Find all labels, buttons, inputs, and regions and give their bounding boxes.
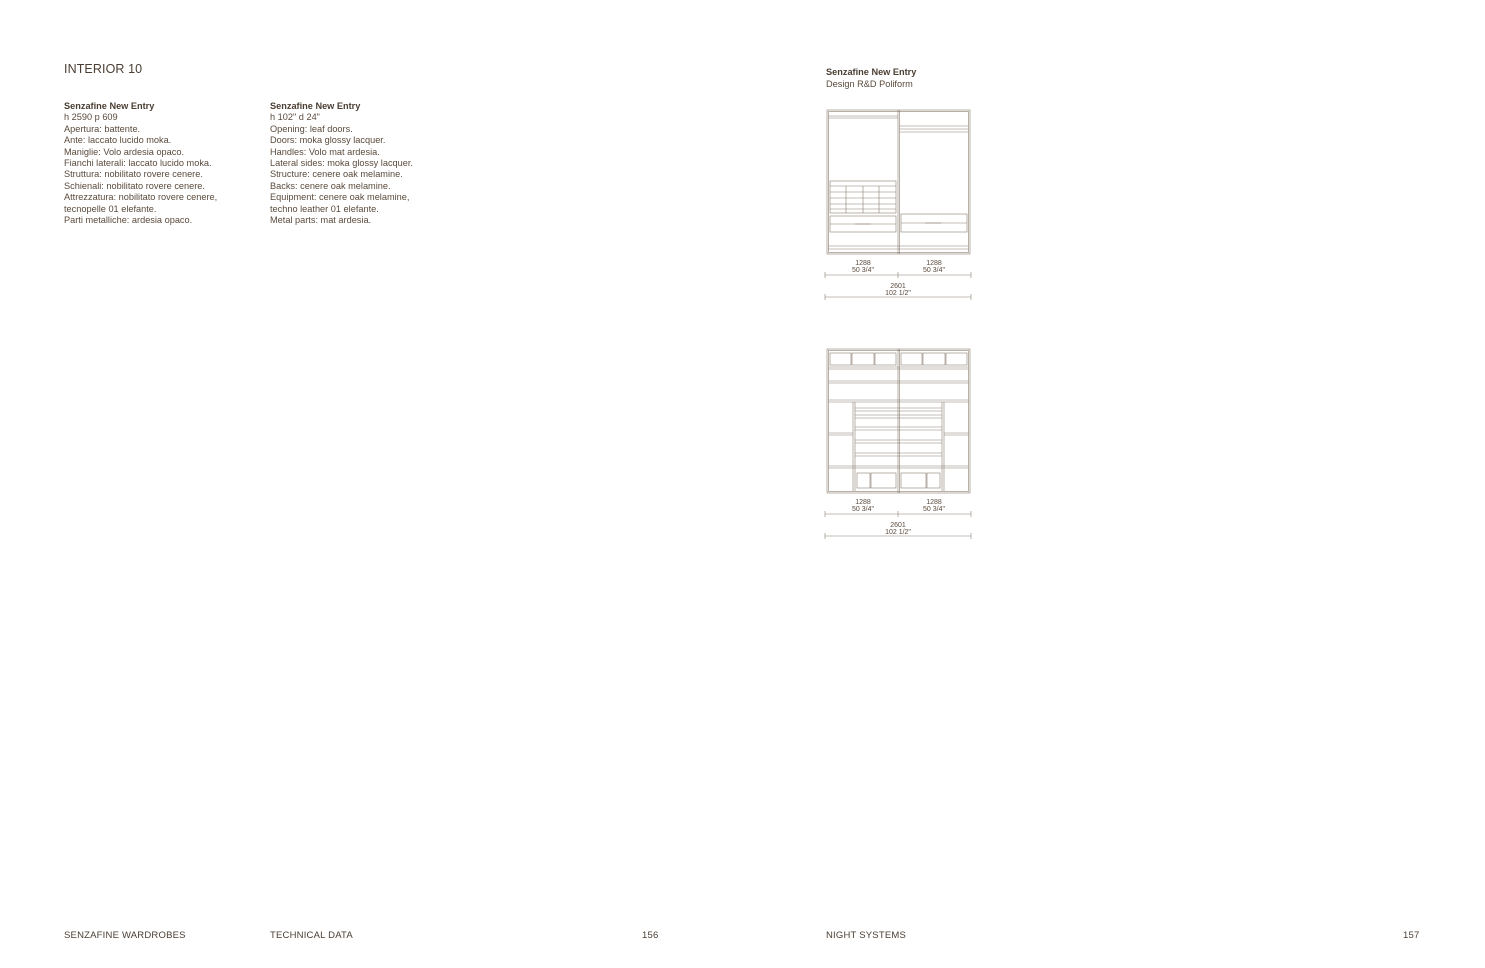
spec-italian-line: Fianchi laterali: laccato lucido moka. <box>64 158 212 169</box>
page-number-left: 156 <box>642 930 659 941</box>
spec-italian-line: Parti metalliche: ardesia opaco. <box>64 215 193 226</box>
footer-section-left: SENZAFINE WARDROBES <box>64 930 186 941</box>
spec-english-line: Opening: leaf doors. <box>270 123 353 134</box>
spec-english <box>270 101 413 226</box>
spec-english-line: techno leather 01 elefante. <box>270 203 379 214</box>
spec-italian-line: h 2590 p 609 <box>64 112 118 123</box>
spec-italian <box>64 101 217 226</box>
footer-section-right: NIGHT SYSTEMS <box>826 930 907 941</box>
dim-right-in: 50 3/4" <box>923 267 945 274</box>
footer-subsection-left: TECHNICAL DATA <box>270 930 353 941</box>
wardrobe-front-drawing <box>820 106 980 302</box>
dim-right-mm: 1288 <box>926 260 942 267</box>
designer-credit: Design R&D Poliform <box>826 78 913 89</box>
dim-right-mm: 1288 <box>926 499 942 506</box>
product-name: Senzafine New Entry <box>826 67 917 77</box>
spec-italian-line: Schienali: nobilitato rovere cenere. <box>64 180 205 191</box>
spec-italian-line: Maniglie: Volo ardesia opaco. <box>64 146 185 157</box>
spec-italian-line: Struttura: nobilitato rovere cenere. <box>64 169 203 180</box>
spec-english-line: Handles: Volo mat ardesia. <box>270 146 380 157</box>
wardrobe-interior-drawing <box>820 345 980 541</box>
spec-italian-line: Ante: laccato lucido moka. <box>64 135 172 146</box>
page-number-right: 157 <box>1403 930 1420 941</box>
spec-english-line: Doors: moka glossy lacquer. <box>270 135 386 146</box>
spec-italian-name: Senzafine New Entry <box>64 101 155 111</box>
spec-english-line: Structure: cenere oak melamine. <box>270 169 403 180</box>
spec-english-line: Backs: cenere oak melamine. <box>270 180 391 191</box>
dim-right-in: 50 3/4" <box>923 506 945 513</box>
dim-total-in: 102 1/2" <box>885 290 911 297</box>
spec-italian-line: tecnopelle 01 elefante. <box>64 203 157 214</box>
spec-english-name: Senzafine New Entry <box>270 101 361 111</box>
spec-italian-line: Apertura: battente. <box>64 123 141 134</box>
dim-total-mm: 2601 <box>890 283 906 290</box>
dim-left-mm: 1288 <box>855 260 871 267</box>
page-title: INTERIOR 10 <box>64 62 143 76</box>
spec-english-line: Lateral sides: moka glossy lacquer. <box>270 158 413 169</box>
spec-english-line: Metal parts: mat ardesia. <box>270 215 372 226</box>
product-header <box>826 67 916 90</box>
dim-left-in: 50 3/4" <box>852 506 874 513</box>
spec-italian-line: Attrezzatura: nobilitato rovere cenere, <box>64 192 218 203</box>
dim-total-in: 102 1/2" <box>885 529 911 536</box>
dim-left-in: 50 3/4" <box>852 267 874 274</box>
dim-total-mm: 2601 <box>890 522 906 529</box>
spec-english-line: Equipment: cenere oak melamine, <box>270 192 410 203</box>
dim-left-mm: 1288 <box>855 499 871 506</box>
spec-english-line: h 102" d 24" <box>270 112 320 123</box>
